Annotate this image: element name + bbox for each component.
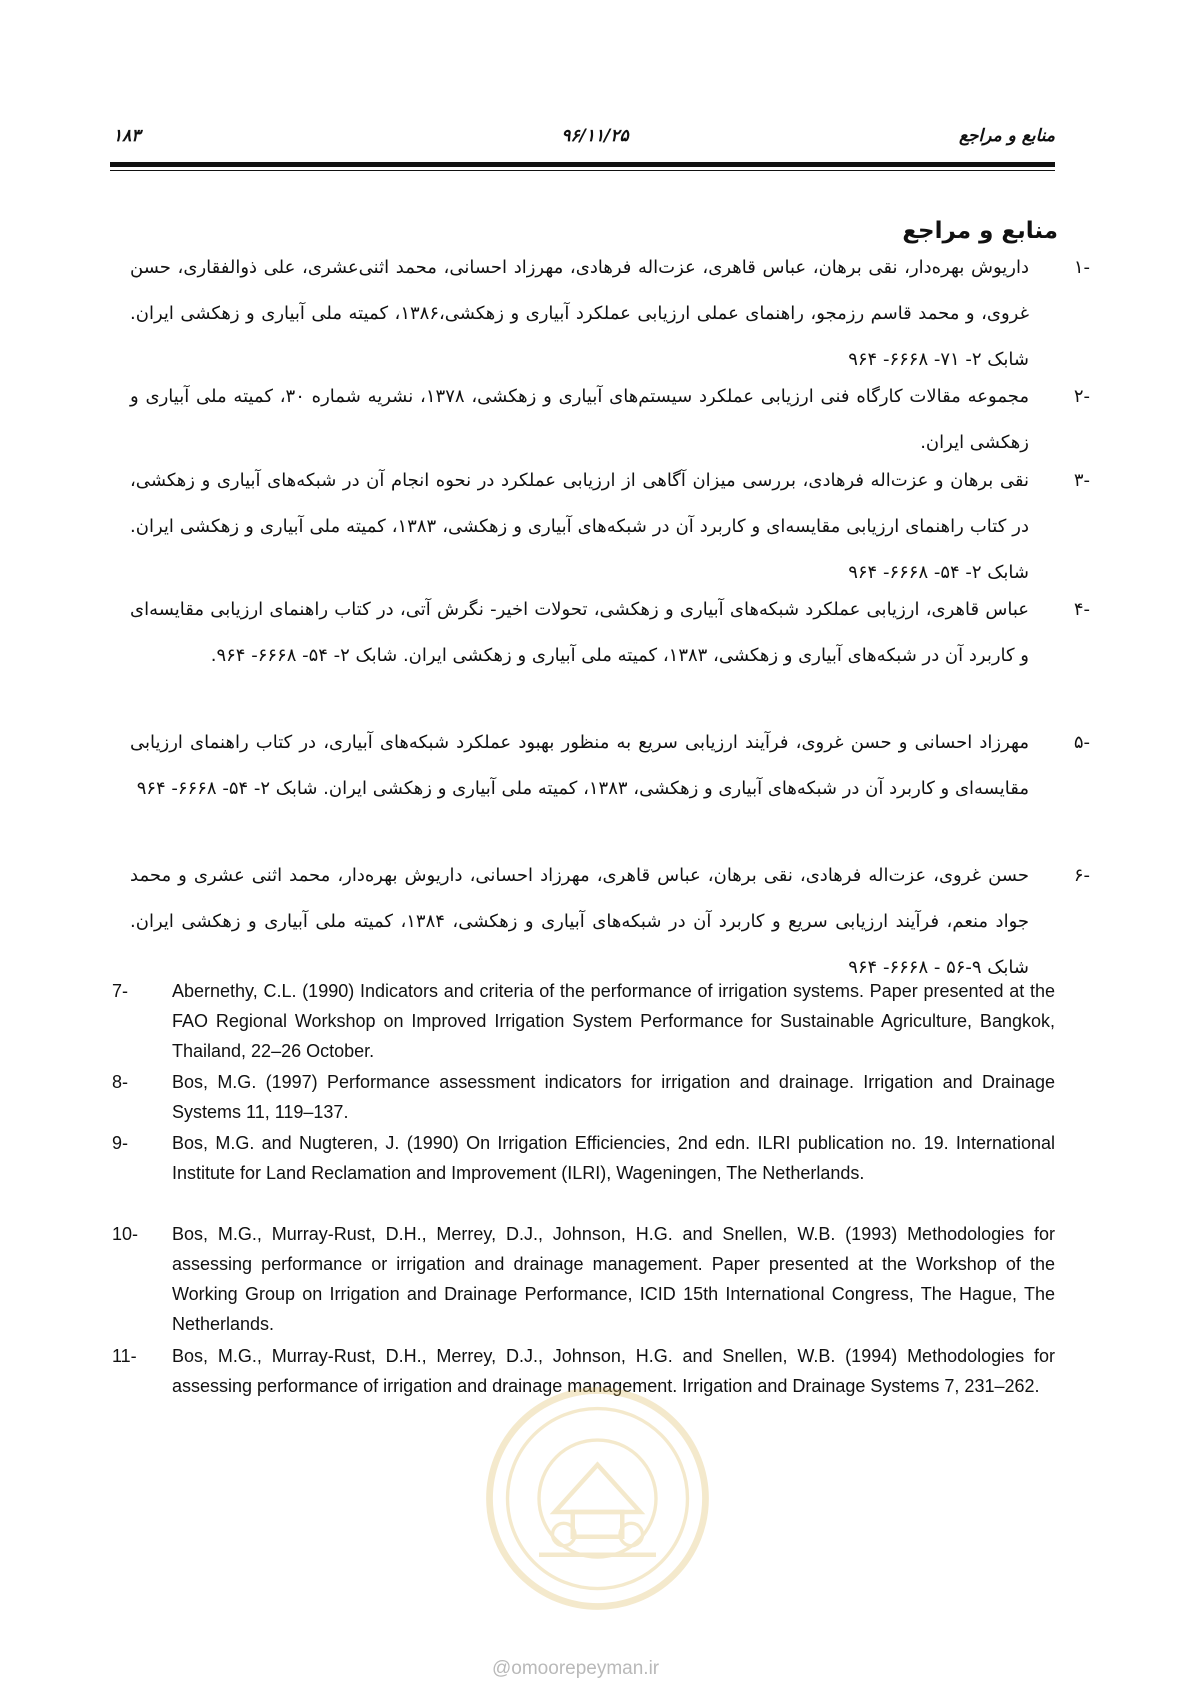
reference-number: 8- <box>112 1072 129 1092</box>
reference-item <box>130 853 1090 991</box>
reference-number: -۵ <box>1073 732 1090 753</box>
reference-item <box>112 1067 1055 1127</box>
reference-text: مجموعه مقالات کارگاه فنی ارزیابی عملکرد سیستم‌های آبیاری و زهکشی، ۱۳۷۸، نشریه شماره ۳۰، کمیته ملی آبیاری و زهکشی ایران. <box>130 386 1029 453</box>
reference-item <box>112 1219 1055 1339</box>
watermark-text: @omoorepeyman.ir <box>492 1658 660 1679</box>
reference-item <box>130 245 1090 383</box>
reference-item <box>130 374 1090 466</box>
reference-item <box>130 587 1090 679</box>
reference-number: -۳ <box>1073 470 1090 491</box>
reference-item <box>130 458 1090 596</box>
reference-number: -۲ <box>1073 386 1090 407</box>
reference-text: Bos, M.G. and Nugteren, J. (1990) On Irrigation Efficiencies, 2nd edn. ILRI publication no. 19. International Institute for Land Reclamation and Improvement (ILRI), Wageningen, The Netherlands. <box>172 1133 1055 1183</box>
reference-text: Bos, M.G. (1997) Performance assessment indicators for irrigation and drainage. Irrigation and Drainage Systems 11, 119–137. <box>172 1072 1055 1122</box>
reference-number: -۶ <box>1073 865 1090 886</box>
reference-number: 11- <box>112 1346 137 1366</box>
section-title: منابع و مراجع <box>902 218 1058 244</box>
reference-number: 9- <box>112 1133 129 1153</box>
reference-number: -۱ <box>1073 257 1090 278</box>
header-rule-thin <box>110 170 1055 171</box>
reference-text: حسن غروی، عزت‌اله فرهادی، نقی برهان، عباس قاهری، مهرزاد احسانی، داریوش بهره‌دار، محمد اثنی عشری و محمد جواد منعم، فرآیند ارزیابی سریع و کاربرد آن در شبکه‌های آبیاری و زهکشی، ۱۳۸۴، کمیته ملی آبیاری و زهکشی ایران. شابک ۹-۵۶ - ۶۶۶۸- ۹۶۴ <box>130 865 1029 978</box>
reference-item <box>112 976 1055 1066</box>
watermark-seal-icon <box>485 1386 710 1611</box>
reference-text: مهرزاد احسانی و حسن غروی، فرآیند ارزیابی سریع به منظور بهبود عملکرد شبکه‌های آبیاری، در کتاب راهنمای ارزیابی مقایسه‌ای و کاربرد آن در شبکه‌های آبیاری و زهکشی، ۱۳۸۳، کمیته ملی آبیاری و زهکشی ایران. شابک ۲- ۵۴- ۶۶۶۸- ۹۶۴ <box>130 732 1029 799</box>
reference-text: Bos, M.G., Murray-Rust, D.H., Merrey, D.J., Johnson, H.G. and Snellen, W.B. (1993) Methodologies for assessing performance or irrigation and drainage management. Paper presented at the Workshop of the Working Group on Irrigation and Drainage Performance, ICID 15th International Congress, The Hague, The Netherlands. <box>172 1224 1055 1334</box>
header-rule-thick <box>110 162 1055 167</box>
reference-item <box>112 1128 1055 1188</box>
reference-number: 7- <box>112 981 129 1001</box>
reference-number: 10- <box>112 1224 139 1244</box>
header-date: ۹۶/۱۱/۲۵ <box>561 126 629 146</box>
reference-text: عباس قاهری، ارزیابی عملکرد شبکه‌های آبیاری و زهکشی، تحولات اخیر- نگرش آتی، در کتاب راهنمای ارزیابی مقایسه‌ای و کاربرد آن در شبکه‌های آبیاری و زهکشی، ۱۳۸۳، کمیته ملی آبیاری و زهکشی ایران. شابک ۲- ۵۴- ۶۶۶۸- ۹۶۴. <box>130 599 1029 666</box>
reference-number: -۴ <box>1073 599 1090 620</box>
reference-item <box>130 720 1090 812</box>
reference-text: نقی برهان و عزت‌اله فرهادی، بررسی میزان آگاهی از ارزیابی عملکرد در نحوه انجام آن در شبکه‌های آبیاری و زهکشی، در کتاب راهنمای ارزیابی مقایسه‌ای و کاربرد آن در شبکه‌های آبیاری و زهکشی، ۱۳۸۳، کمیته ملی آبیاری و زهکشی ایران. شابک ۲- ۵۴- ۶۶۶۸- ۹۶۴ <box>130 470 1030 583</box>
header-section: منابع و مراجع <box>958 126 1055 146</box>
page-number: ۱۸۳ <box>113 126 141 146</box>
reference-text: Bos, M.G., Murray-Rust, D.H., Merrey, D.J., Johnson, H.G. and Snellen, W.B. (1994) Methodologies for assessing performance of irrigation and drainage management. Irrigation and Drainage Systems 7, 231–262. <box>172 1346 1055 1396</box>
reference-text: Abernethy, C.L. (1990) Indicators and criteria of the performance of irrigation systems. Paper presented at the FAO Regional Workshop on Improved Irrigation System Performance for Sustainable Agriculture, Bangkok, Thailand, 22–26 October. <box>172 981 1055 1061</box>
reference-text: داریوش بهره‌دار، نقی برهان، عباس قاهری، عزت‌اله فرهادی، مهرزاد احسانی، محمد اثنی‌عشری، علی ذوالفقاری، حسن غروی، و محمد قاسم رزمجو، راهنمای عملی ارزیابی عملکرد آبیاری و زهکشی،۱۳۸۶، کمیته ملی آبیاری و زهکشی ایران. شابک ۲- ۷۱- ۶۶۶۸- ۹۶۴ <box>130 257 1029 370</box>
